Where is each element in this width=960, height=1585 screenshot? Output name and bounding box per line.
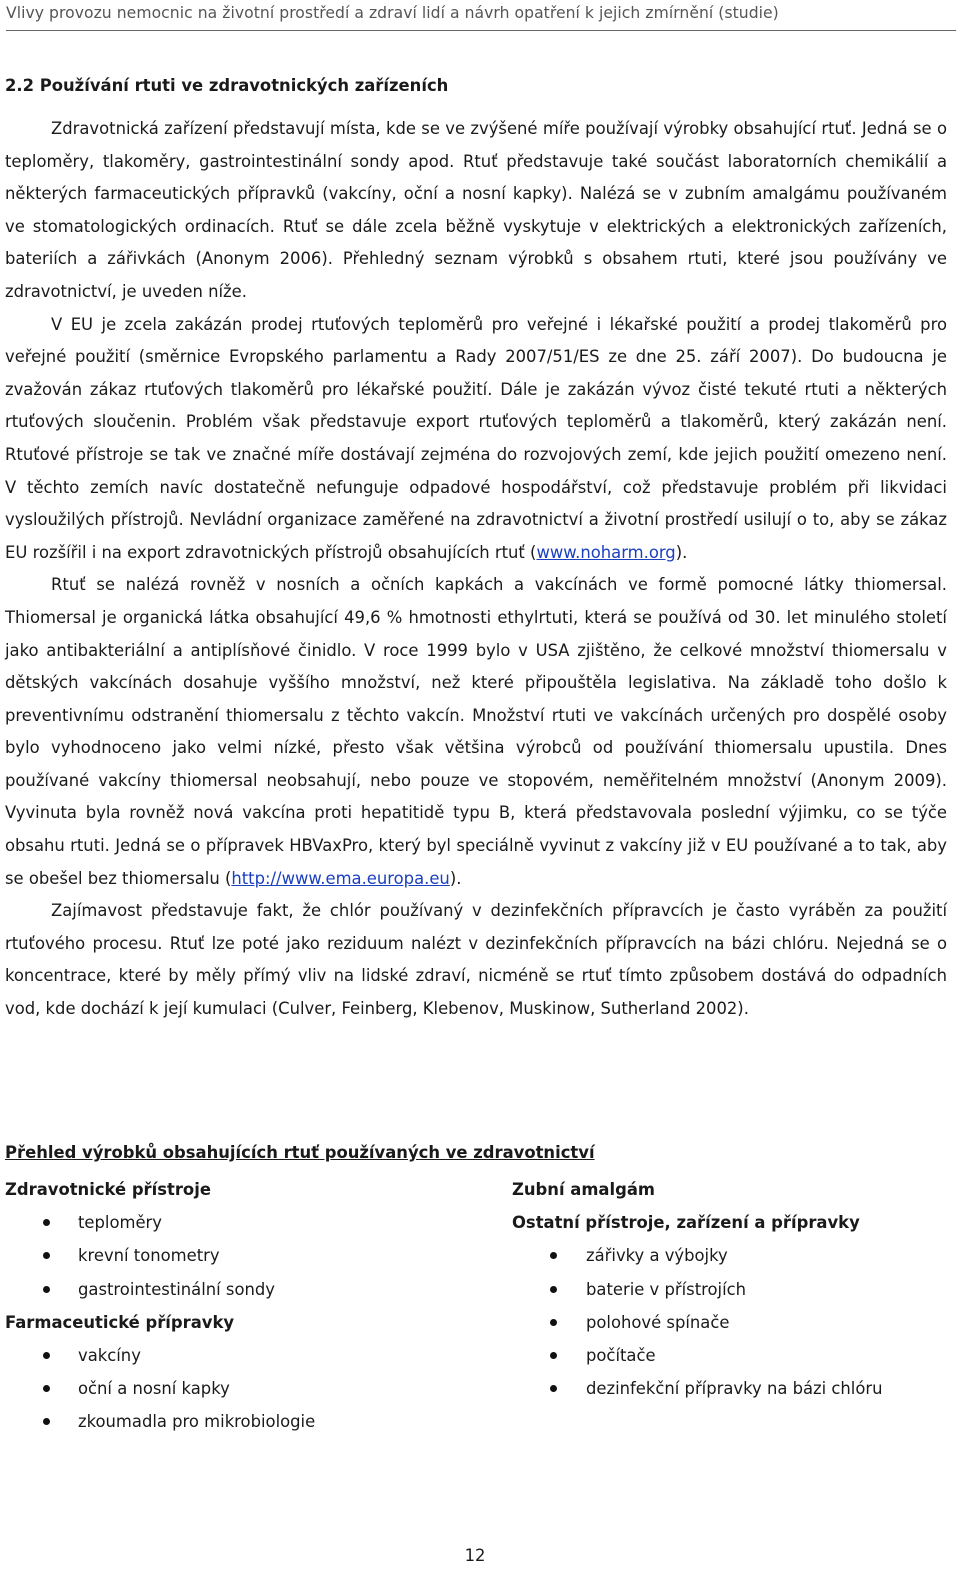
paragraph-text: Rtuť se nalézá rovněž v nosních a očních kapkách a vakcínách ve formě pomocné látky thiomersal. Thiomersal je organická látka obsahující 49,6 % hmotnosti ethylrtuti, která se používá od 30. let minulého století jako antibakteriální a antiplísňové činidlo. V roce 1999 bylo v USA zjištěno, že celkové množství thiomersalu v dětských vakcínách dosahuje vyššího množství, než které připouštěla legislativa. Na základě toho došlo k preventivnímu odstranění thiomersalu z těchto vakcín. Množství rtuti ve vakcínách určených pro dospělé osoby bylo vyhodnoceno jako velmi nízké, přesto však většina výrobců od používání thiomersalu upustila. Dnes používané vakcíny thiomersal neobsahují, nebo pouze ve stopovém, neměřitelném množství (Anonym 2009). Vyvinuta byla rovněž nová vakcína proti hepatitidě typu B, která představovala poslední výjimku, co se týče obsahu rtuti. Jedná se o přípravek HBVaxPro, který byl speciálně vyvinut z vakcíny již v EU používané a to tak, aby se obešel bez thiomersalu (: [5, 575, 947, 888]
list-item: krevní tonometry: [5, 1239, 485, 1272]
list-item: vakcíny: [5, 1339, 485, 1372]
category-list: [512, 1239, 952, 1405]
category-heading: Farmaceutické přípravky: [5, 1312, 235, 1332]
body-text: [5, 113, 947, 1026]
paragraph-text-end: ).: [449, 868, 462, 888]
running-header: Vlivy provozu nemocnic na životní prostředí a zdraví lidí a návrh opatření k jejich zmírnění (studie): [6, 2, 956, 31]
product-list-left-column: [5, 1173, 485, 1439]
page-number: 12: [464, 1546, 486, 1565]
product-list-right-column: [512, 1173, 952, 1405]
list-item: počítače: [512, 1339, 952, 1372]
category-list: [5, 1339, 485, 1439]
product-list-title: Přehled výrobků obsahujících rtuť používaných ve zdravotnictví: [5, 1143, 595, 1162]
category-heading: Zdravotnické přístroje: [5, 1180, 211, 1199]
ema-link[interactable]: http://www.ema.europa.eu: [231, 868, 450, 888]
list-item: teploměry: [5, 1206, 485, 1239]
paragraph: Zdravotnická zařízení představují místa, kde se ve zvýšené míře používají výrobky obsahující rtuť. Jedná se o teploměry, tlakoměry, gastrointestinální sondy apod. Rtuť představuje také součást laboratorních chemikálií a některých farmaceutických přípravků (vakcíny, oční a nosní kapky). Nalézá se v zubním amalgámu používaném ve stomatologických ordinacích. Rtuť se dále zcela běžně vyskytuje v elektrických a elektronických zařízeních, bateriích a zářivkách (Anonym 2006). Přehledný seznam výrobků s obsahem rtuti, které jsou používány ve zdravotnictví, je uveden níže.: [5, 119, 947, 301]
list-item: oční a nosní kapky: [5, 1372, 485, 1405]
list-item: baterie v přístrojích: [512, 1273, 952, 1306]
paragraph: [5, 569, 947, 895]
paragraph-text: V EU je zcela zakázán prodej rtuťových teploměrů pro veřejné i lékařské použití a prodej tlakoměrů pro veřejné použití (směrnice Evropského parlamentu a Rady 2007/51/ES ze dne 25. září 2007). Do budoucna je zvažován zákaz rtuťových tlakoměrů pro lékařské použití. Dále je zakázán vývoz čisté tekuté rtuti a některých rtuťových sloučenin. Problém však představuje export rtuťových teploměrů a tlakoměrů, který zakázán není. Rtuťové přístroje se tak ve značné míře dostávají zejména do rozvojových zemí, kde jejich použití omezeno není. V těchto zemích navíc dostatečně nefunguje odpadové hospodářství, což představuje problém při likvidaci vysloužilých přístrojů. Nevládní organizace zaměřené na zdravotnictví a životní prostředí usilují o to, aby se zákaz EU rozšířil i na export zdravotnických přístrojů obsahujících rtuť (: [5, 314, 947, 562]
category-heading: Ostatní přístroje, zařízení a přípravky: [512, 1213, 860, 1233]
list-item: gastrointestinální sondy: [5, 1273, 485, 1306]
category-heading: Zubní amalgám: [512, 1180, 655, 1199]
list-item: polohové spínače: [512, 1306, 952, 1339]
paragraph: [5, 309, 947, 570]
list-item: dezinfekční přípravky na bázi chlóru: [512, 1372, 952, 1405]
paragraph-text-end: ).: [675, 542, 688, 562]
section-heading: 2.2 Používání rtuti ve zdravotnických zařízeních: [5, 76, 449, 95]
list-item: zkoumadla pro mikrobiologie: [5, 1405, 485, 1438]
noharm-link[interactable]: www.noharm.org: [536, 542, 676, 562]
category-list: [5, 1206, 485, 1306]
list-item: zářivky a výbojky: [512, 1239, 952, 1272]
paragraph: Zajímavost představuje fakt, že chlór používaný v dezinfekčních přípravcích je často vyráběn za použití rtuťového procesu. Rtuť lze poté jako reziduum nalézt v dezinfekčních přípravcích na bázi chlóru. Nejedná se o koncentrace, které by měly přímý vliv na lidské zdraví, nicméně se rtuť tímto způsobem dostává do odpadních vod, kde dochází k její kumulaci (Culver, Feinberg, Klebenov, Muskinow, Sutherland 2002).: [5, 901, 947, 1019]
